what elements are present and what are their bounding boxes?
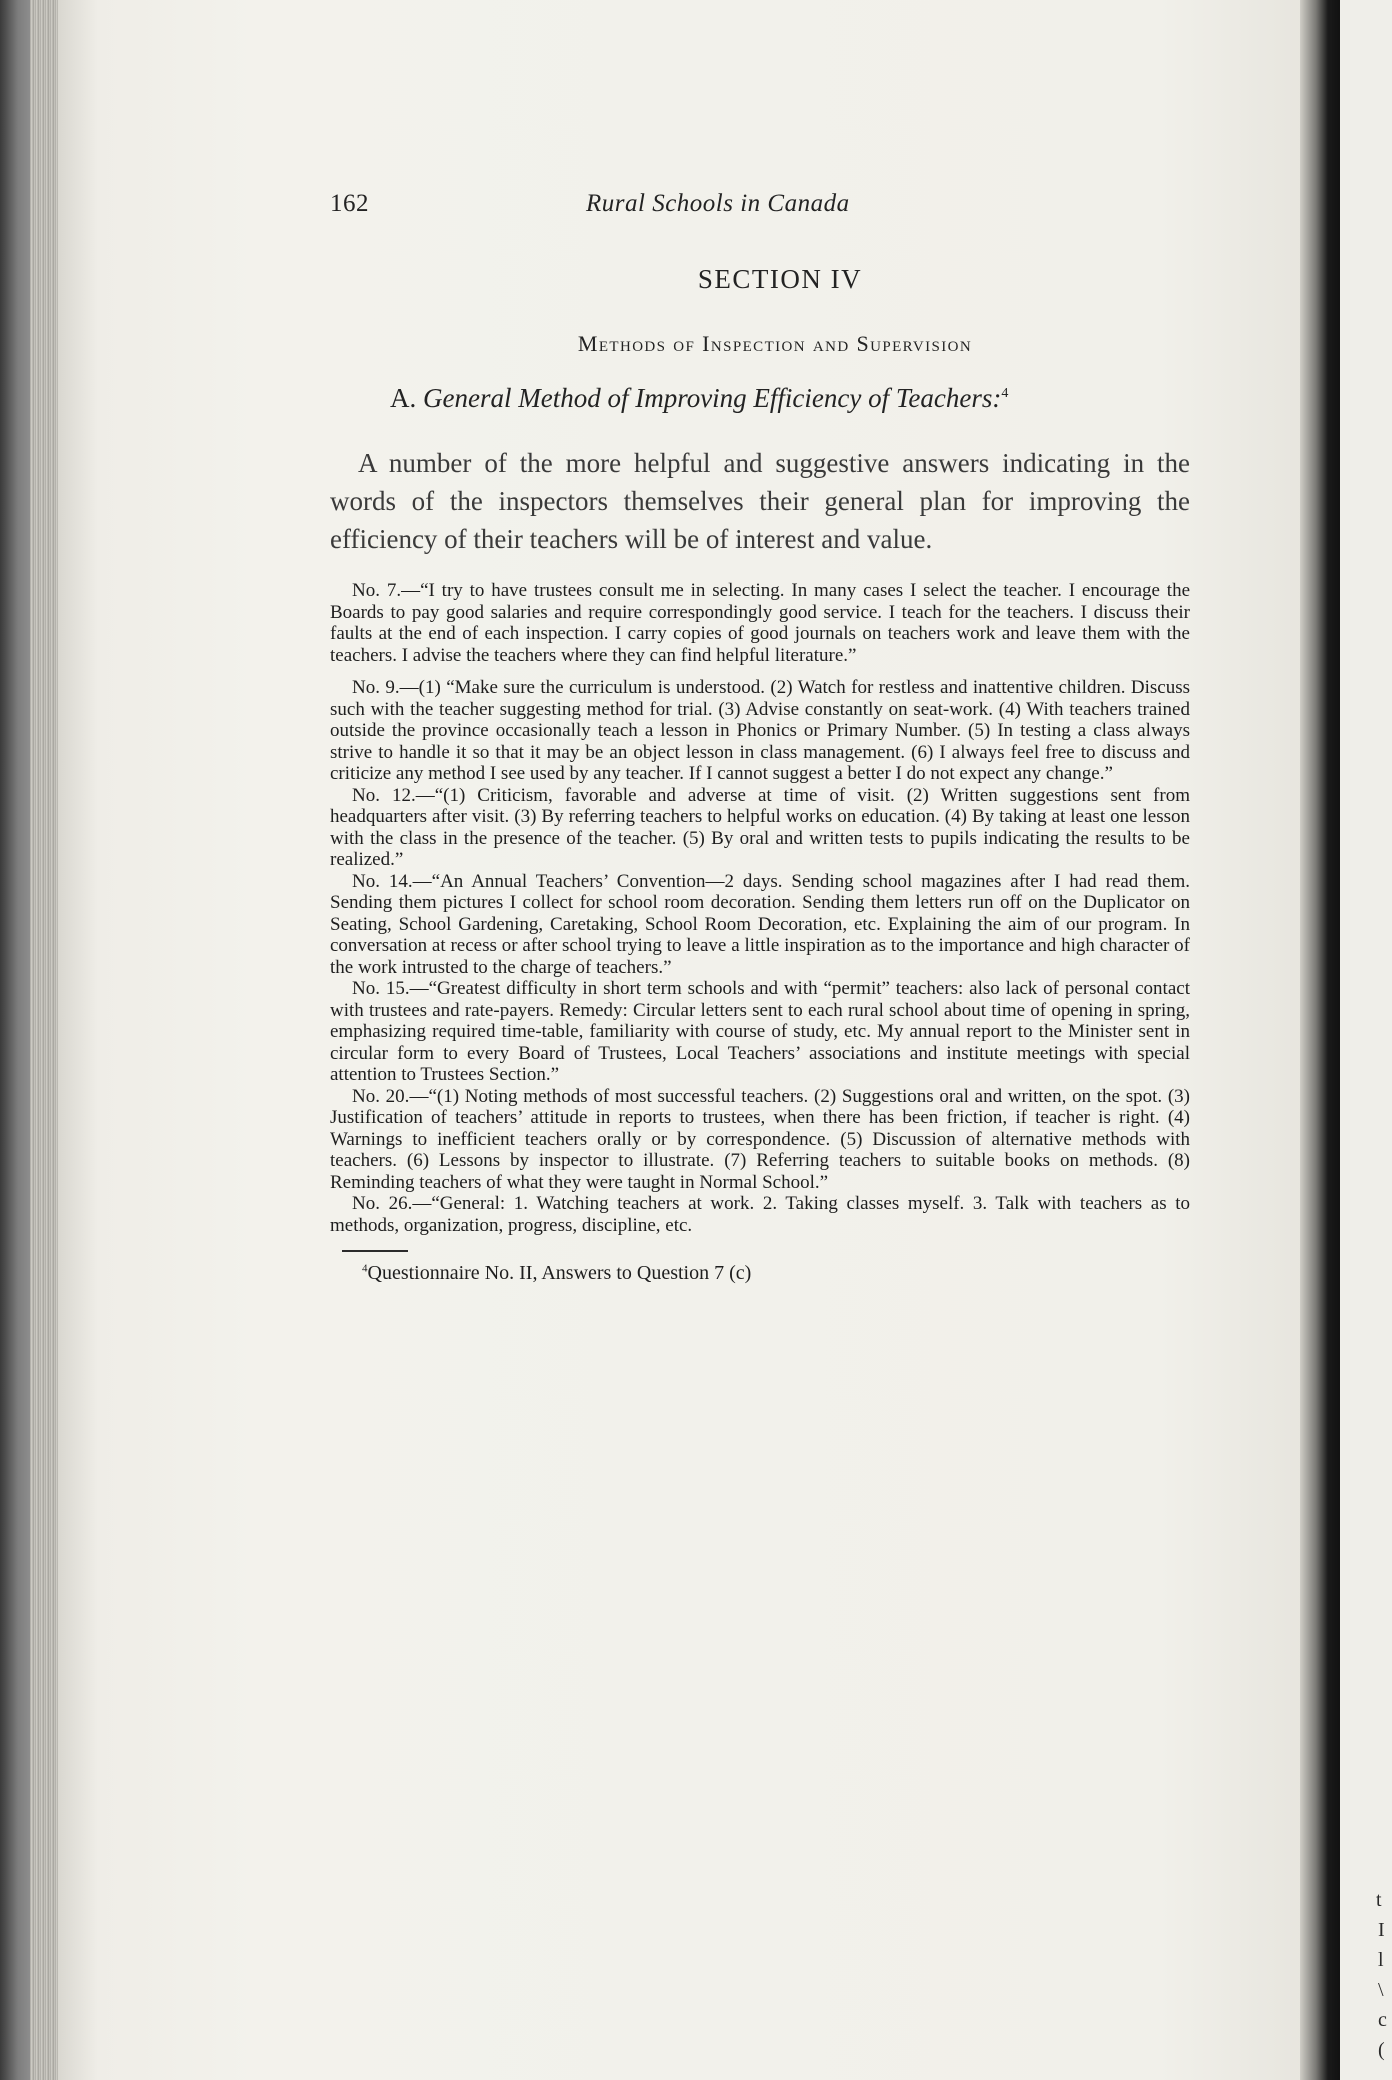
section-heading: SECTION IV — [697, 264, 863, 294]
facing-page-fragment: t — [1376, 1889, 1382, 1911]
facing-page-fragment: \ — [1378, 1979, 1384, 2001]
running-head — [330, 190, 1190, 230]
running-title: Rural Schools in Canada — [586, 190, 850, 217]
answer-paragraph — [330, 871, 1190, 979]
intro-first-line: A number of the more helpful and suggestive answers indicating — [358, 448, 1111, 478]
footnote-reference: 4 — [1001, 386, 1009, 401]
facing-page-fragment: c — [1378, 2009, 1387, 2031]
answer-paragraph — [330, 1193, 1190, 1236]
answers-list — [330, 580, 1190, 1236]
answer-number: No. 9. — [352, 677, 400, 698]
facing-page-fragment: ( — [1378, 2039, 1385, 2061]
footnote-rule — [342, 1250, 408, 1252]
answer-text: —(1) “Make sure the curriculum is understood. (2) Watch for restless and inattentive children. Discuss such with the teacher suggesting method for trial. (3) Advise constantly on seat-work. (4) With teachers trained outside the province occasionally teach a lesson in Phonics or Primary Number. (5) In testing a class always strive to handle it so that it may be an object lesson in class management. (6) I always feel free to discuss and criticize any method I see used by any teacher. If I cannot suggest a better I do not expect any change.” — [330, 677, 1190, 784]
answer-text: —“An Annual Teachers’ Convention—2 days. Sending school magazines after I had read them. Sending them pictures I collect for school room decoration. Sending them letters run off on the Duplicator on Seating, School Gardening, Caretaking, School Room Decoration, etc. Explaining the aim of our program. In conversation at recess or after school trying to leave a little inspiration as to the importance and high character of the work intrusted to the charge of teachers.” — [330, 870, 1190, 978]
gutter-shadow — [1300, 0, 1340, 2080]
page-content — [330, 190, 1190, 1285]
answer-paragraph — [330, 978, 1190, 1086]
footnote-text: Questionnaire No. II, Answers to Question 7 (c) — [367, 1262, 752, 1284]
answer-number: No. 26. — [352, 1193, 413, 1214]
answer-number: No. 20. — [352, 1085, 410, 1107]
answer-paragraph — [330, 1086, 1190, 1194]
subsection-title: General Method of Improving Efficiency of Teachers: — [423, 383, 1002, 413]
page-number: 162 — [330, 190, 369, 217]
answer-text: —“(1) Noting methods of most successful teachers. (2) Suggestions oral and written, on the spot. (3) Justification of teachers’ attitude in reports to trustees, when there has been friction, if teacher is right. (4) Warnings to inefficient teachers orally or by correspondence. (5) Discussion of alternative methods with teachers. (6) Lessons by inspector to illustrate. (7) Referring teachers to suitable books on methods. (8) Reminding teachers of what they were taught in Normal School.” — [330, 1085, 1190, 1193]
answer-paragraph — [330, 580, 1190, 666]
answer-number: No. 14. — [352, 870, 413, 892]
facing-page-edge — [1340, 0, 1392, 2080]
answer-text: —“Greatest difficulty in short term schools and with “permit” teachers: also lack of personal contact with trustees and rate-payers. Remedy: Circular letters sent to each rural school about time of opening in spring, emphasizing required time-table, familiarity with course of study, etc. My annual report to the Minister sent in circular form to every Board of Trustees, Local Teachers’ associations and institute meetings with special attention to Trustees Section.” — [330, 978, 1190, 1085]
footnote-mark: 4 — [362, 1262, 368, 1275]
answer-paragraph — [330, 785, 1190, 871]
subsection-letter: A. — [390, 383, 417, 413]
subsection-heading — [390, 383, 1190, 414]
answer-paragraph — [330, 677, 1190, 785]
answer-number: No. 15. — [352, 978, 410, 999]
intro-rest: in the words of the inspectors themselves their general plan for improving the efficiency of their teachers will be of interest and value. — [330, 448, 1191, 554]
answer-text: —“(1) Criticism, favorable and adverse at time of visit. (2) Written suggestions sent from headquarters after visit. (3) By referring teachers to helpful works on education. (4) By taking at least one lesson with the class in the presence of the teacher. (5) By oral and written tests to pupils indicating the results to be realized.” — [330, 784, 1190, 870]
answer-text: —“General: 1. Watching teachers at work. 2. Taking classes myself. 3. Talk with teachers as to methods, organization, progress, discipline, etc. — [330, 1193, 1190, 1236]
footnote — [362, 1262, 1190, 1285]
answer-text: —“I try to have trustees consult me in selecting. In many cases I select the teacher. I encourage the Boards to pay good salaries and require correspondingly good service. I teach for the teachers. I discuss their faults at the end of each inspection. I carry copies of good journals on teachers work and leave them with the teachers. I advise the teachers where they can find helpful literature.” — [330, 580, 1190, 666]
answer-number: No. 7. — [352, 580, 402, 601]
answer-number: No. 12. — [352, 784, 416, 806]
facing-page-fragment: I — [1378, 1919, 1385, 1941]
intro-paragraph — [330, 444, 1190, 558]
facing-page-fragment: l — [1378, 1949, 1384, 1971]
section-subheading: Methods of Inspection and Supervision — [577, 331, 973, 356]
